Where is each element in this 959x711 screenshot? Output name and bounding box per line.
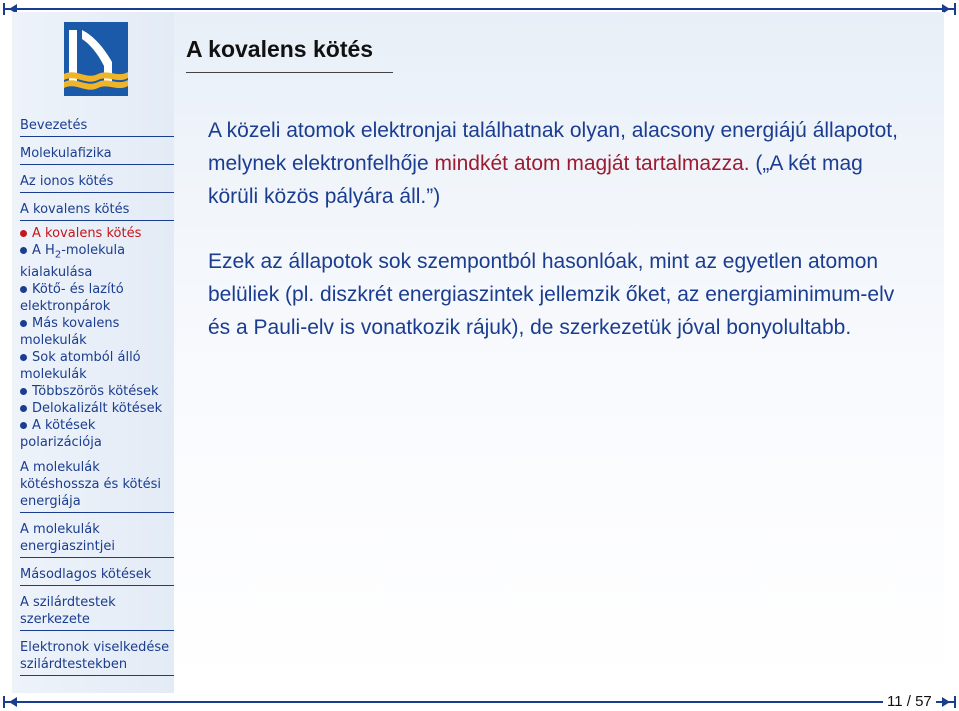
nav-section-kotéshossz[interactable]: A molekulák kötéshossza és kötési energiája bbox=[20, 458, 174, 513]
nav-section-ionos-kotes[interactable]: Az ionos kötés bbox=[20, 172, 174, 193]
frame-title: A kovalens kötés bbox=[186, 36, 393, 73]
bullet-icon bbox=[20, 388, 27, 395]
nav-subsection-delokalizalt[interactable]: Delokalizált kötések bbox=[20, 400, 174, 417]
page-number: 11 / 57 bbox=[883, 693, 936, 710]
section-navigation bbox=[20, 116, 174, 683]
institution-logo-icon bbox=[64, 22, 128, 96]
nav-section-elektronok-szilardtest[interactable]: Elektronok viselkedése szilárdtestekben bbox=[20, 638, 174, 676]
nav-subsection-mas-kovalens[interactable]: Más kovalens molekulák bbox=[20, 315, 120, 348]
nav-section-molekulafizika[interactable]: Molekulafizika bbox=[20, 144, 174, 165]
bullet-icon bbox=[20, 320, 27, 327]
nav-subsection-tobbszoros[interactable]: Többszörös kötések bbox=[20, 383, 174, 400]
bottom-navigation-bar bbox=[0, 693, 959, 711]
nav-section-bevezetes[interactable]: Bevezetés bbox=[20, 116, 174, 137]
bullet-icon bbox=[20, 286, 27, 293]
nav-subsection-polarizacio[interactable]: A kötések polarizációja bbox=[20, 417, 102, 450]
slide-content bbox=[174, 12, 944, 693]
bullet-icon bbox=[20, 230, 27, 237]
bullet-icon bbox=[20, 422, 27, 429]
nav-subsection-kovalens-kotes[interactable]: A kovalens kötés bbox=[20, 225, 174, 242]
highlighted-text: mindkét atom magját tartalmazza. bbox=[434, 152, 750, 175]
paragraph-2: Ezek az állapotok sok szempontból hasonlóak, mint az egyetlen atomon belüliek (pl. diszkrét energiaszintek jellemzik őket, az energiaminimum-elv és a Pauli-elv is vonatkozik rájuk), de szerkezetük jóval bonyolultabb. bbox=[208, 250, 895, 339]
nav-subsection-sok-atombol[interactable]: Sok atomból álló molekulák bbox=[20, 349, 141, 382]
nav-section-kovalens-kotes[interactable]: A kovalens kötés bbox=[20, 200, 174, 221]
nav-section-energiaszintek[interactable]: A molekulák energiaszintjei bbox=[20, 520, 174, 558]
nav-subsection-koto-es-lazito[interactable]: Kötő- és lazító elektronpárok bbox=[20, 281, 124, 314]
nav-subsection-list bbox=[20, 225, 174, 451]
nav-section-masodlagos[interactable]: Másodlagos kötések bbox=[20, 565, 174, 586]
sidebar bbox=[12, 12, 174, 693]
paragraph-1: A közeli atomok elektronjai találhatnak olyan, alacsony energiájú állapotot, melynek elektronfelhője mindkét atom magját tartalmazza. („A két mag körüli közös pályára áll.”) bbox=[208, 119, 898, 208]
bullet-icon bbox=[20, 247, 27, 254]
bullet-icon bbox=[20, 405, 27, 412]
nav-subsection-h2-molekula[interactable]: A $H_2$-molekula kialakulása bbox=[20, 243, 126, 280]
nav-section-szilardtest-szerkezet[interactable]: A szilárdtestek szerkezete bbox=[20, 593, 174, 631]
bullet-icon bbox=[20, 354, 27, 361]
